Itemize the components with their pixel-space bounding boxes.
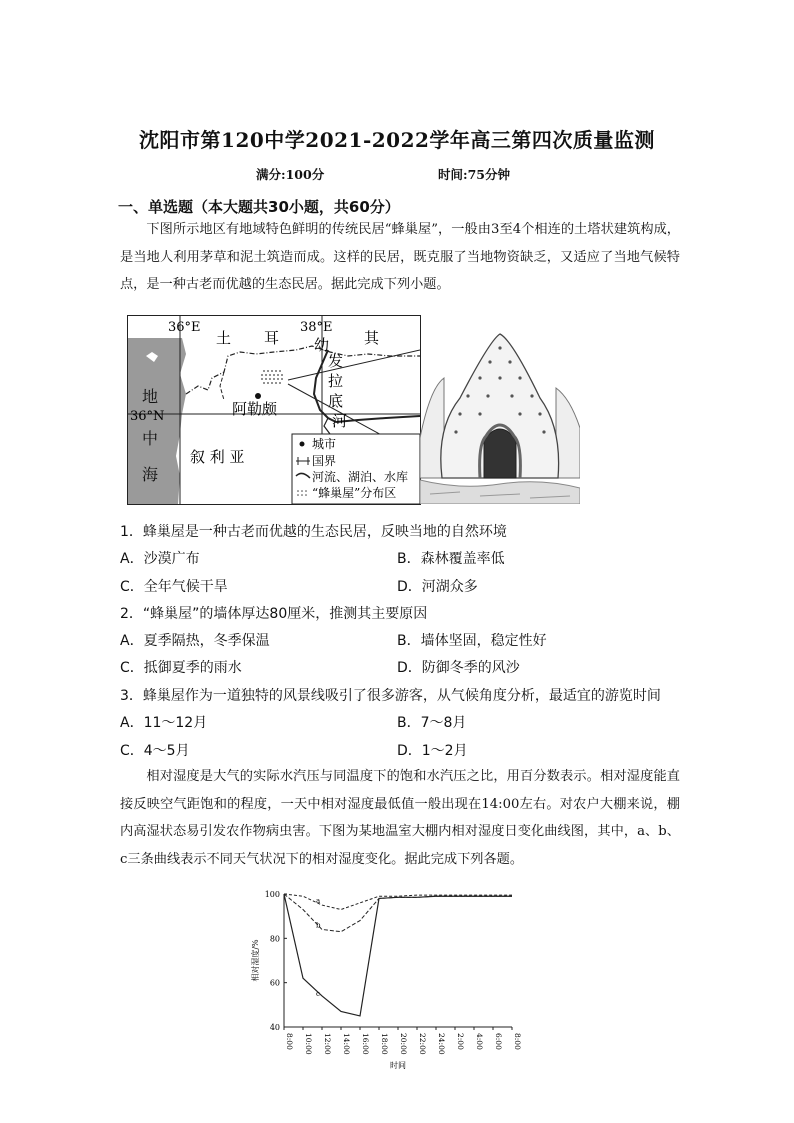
- page-title: 沈阳市第120中学2021-2022学年高三第四次质量监测: [139, 128, 655, 152]
- label-aleppo: 阿勒颇: [232, 400, 278, 418]
- passage-2-text: 相对湿度是大气的实际水汽压与同温度下的饱和水汽压之比，用百分数表示。相对湿度能直接反映空气距饱和的程度，一天中相对湿度最低值一般出现在14:00左右。对农户大棚来说，棚内高湿状态易引发农作物病虫害。下图为某地温室大棚内相对湿度日变化曲线图，其中，a、b、c三条曲线表示不同天气状况下的相对湿度变化。据此完成下列各题。: [120, 769, 680, 867]
- y-axis-label: 相对湿度/%: [251, 939, 260, 982]
- pointer-line-1: [288, 350, 420, 380]
- x-tick-label: 18:00: [380, 1033, 389, 1055]
- legend-zone-label: “蜂巢屋”分布区: [312, 486, 397, 500]
- beehive-house-illustration: [420, 318, 580, 504]
- question-3-option-d[interactable]: D．1～2月: [397, 743, 468, 759]
- beehive-house-drawing: [420, 318, 580, 504]
- question-2-option-a[interactable]: A．夏季隔热，冬季保温: [120, 633, 270, 649]
- x-tick-label: 20:00: [399, 1033, 408, 1055]
- y-tick-label: 100: [264, 890, 280, 899]
- question-2-option-c[interactable]: C．抵御夏季的雨水: [120, 660, 242, 676]
- aleppo-city-marker: [255, 393, 261, 399]
- label-river-3: 拉: [328, 372, 344, 390]
- question-1-option-a[interactable]: A．沙漠广布: [120, 551, 200, 567]
- series-b-label: b: [316, 921, 321, 930]
- question-1-option-d[interactable]: D．河湖众多: [397, 579, 478, 595]
- x-tick-label: 8:00: [513, 1033, 522, 1050]
- full-score: 满分:100分: [256, 167, 325, 182]
- label-turkey-2: 耳: [264, 329, 280, 347]
- x-tick-label: 2:00: [456, 1033, 465, 1050]
- label-38e: 38°E: [300, 320, 333, 335]
- x-tick-label: 22:00: [418, 1033, 427, 1055]
- x-tick-label: 10:00: [304, 1033, 313, 1055]
- label-36n: 36°N: [130, 409, 165, 424]
- map-graphic: [128, 316, 420, 504]
- passage-1: [120, 216, 680, 299]
- question-3-option-a[interactable]: A．11～12月: [120, 715, 208, 731]
- beehive-house-zone: [261, 370, 283, 384]
- question-3-option-c[interactable]: C．4～5月: [120, 743, 190, 759]
- question-1-option-c[interactable]: C．全年气候干旱: [120, 579, 228, 595]
- national-border: [186, 346, 420, 394]
- x-tick-label: 12:00: [323, 1033, 332, 1055]
- label-sea-2: 中: [142, 429, 159, 448]
- x-tick-label: 14:00: [342, 1033, 351, 1055]
- legend-border-label: 国界: [312, 454, 337, 468]
- passage-2: [120, 763, 680, 873]
- label-syria: 叙 利 亚: [190, 448, 245, 466]
- label-river-1: 幼: [314, 336, 330, 354]
- y-tick-label: 60: [269, 978, 280, 988]
- label-river-4: 底: [328, 392, 344, 410]
- question-2-stem: 2．“蜂巢屋”的墙体厚达80厘米，推测其主要原因: [120, 606, 428, 622]
- exam-time: 时间:75分钟: [438, 167, 511, 182]
- question-2-option-d[interactable]: D．防御冬季的风沙: [397, 660, 520, 676]
- legend-city-label: 城市: [312, 437, 337, 451]
- label-sea-3: 海: [142, 465, 159, 484]
- x-tick-label: 16:00: [361, 1033, 370, 1055]
- passage-1-text: 下图所示地区有地域特色鲜明的传统民居“蜂巢屋”，一般由3至4个相连的土塔状建筑构成，是当地人利用茅草和泥土筑造而成。这样的民居，既克服了当地物资缺乏，又适应了当地气候特点，是一种古老而优越的生态民居。据此完成下列小题。: [120, 222, 680, 292]
- series-a-label: a: [316, 897, 321, 906]
- river-branch: [324, 418, 330, 434]
- label-river-2: 发: [328, 352, 344, 370]
- x-tick-label: 8:00: [285, 1033, 294, 1050]
- y-tick-label: 40: [269, 1023, 280, 1032]
- border-branch: [220, 372, 224, 400]
- x-tick-label: 6:00: [494, 1033, 503, 1050]
- series-c-label: c: [316, 989, 320, 998]
- label-sea-1: 地: [142, 387, 159, 406]
- question-3-option-b[interactable]: B．7～8月: [397, 715, 467, 731]
- label-turkey-3: 其: [364, 329, 380, 347]
- question-1-option-b[interactable]: B．森林覆盖率低: [397, 551, 505, 567]
- question-2-option-b[interactable]: B．墙体坚固，稳定性好: [397, 633, 547, 649]
- question-1-stem: 1．蜂巢屋是一种古老而优越的生态民居，反映当地的自然环境: [120, 524, 507, 540]
- legend-city-symbol: [300, 442, 305, 447]
- humidity-chart-svg: [250, 884, 525, 1072]
- x-tick-label: 24:00: [437, 1033, 446, 1055]
- label-turkey-1: 土: [216, 329, 232, 347]
- x-tick-label: 4:00: [475, 1033, 484, 1050]
- humidity-chart: [250, 884, 525, 1072]
- location-map: [127, 315, 421, 505]
- legend-river-label: 河流、湖泊、水库: [312, 470, 409, 484]
- section-heading: 一、单选题（本大题共30小题，共60分）: [118, 198, 400, 216]
- y-tick-label: 80: [269, 934, 280, 944]
- label-river-5: 河: [332, 412, 348, 430]
- x-axis-label: 时间: [390, 1061, 406, 1070]
- question-3-stem: 3．蜂巢屋作为一道独特的风景线吸引了很多游客，从气候角度分析，最适宜的游览时间: [120, 688, 661, 704]
- label-36e: 36°E: [168, 320, 201, 335]
